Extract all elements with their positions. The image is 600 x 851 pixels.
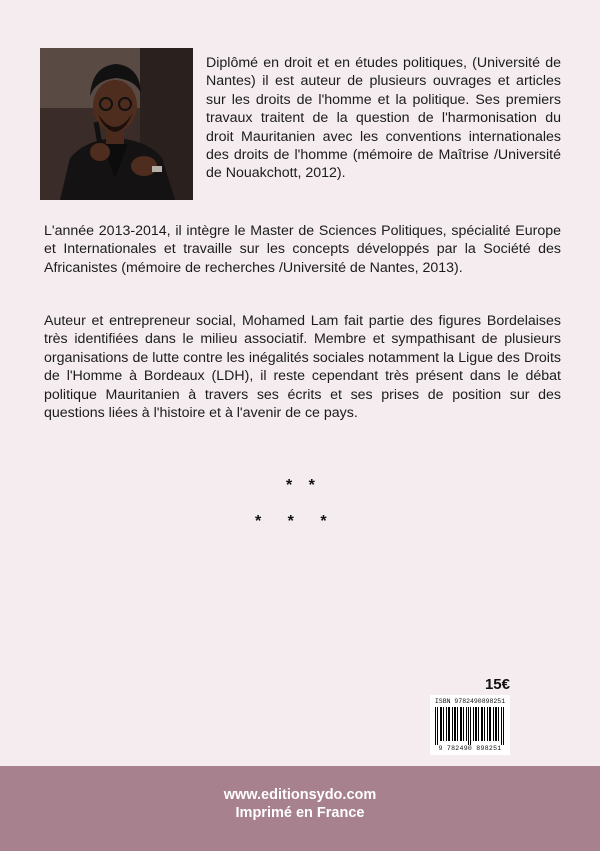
bio-paragraph-1: Diplômé en droit et en études politiques, (Université de Nantes) il est auteur de plusieurs ouvrages et articles sur les droits de l'homme et la politique. Ses premiers travaux traitent de la question de l'harmonisation du droit Mauritanien avec les conventions internationales des droits de l'homme (mémoire de Maîtrise /Université de Nouakchott, 2012). xyxy=(206,55,561,182)
bio-paragraph-3: Auteur et entrepreneur social, Mohamed Lam fait partie des figures Bordelaises très identifiées dans le milieu associatif. Membre et sympathisant de plusieurs organisations de lutte contre les inégalités sociales notamment la Ligue des Droits de l'Homme à Bordeaux (LDH), il reste cependant très présent dans le débat politique Mauritanien à travers ses écrits et ses prises de position sur des questions liées à l'histoire et à l'avenir de ce pays. xyxy=(44,313,561,422)
publisher-website-link[interactable]: www.editionsydo.com xyxy=(223,787,377,803)
ornament-stars-top: * * xyxy=(286,477,321,494)
isbn-digits: 9 782490 898251 xyxy=(438,745,502,752)
price-label: 15€ xyxy=(484,676,510,693)
printed-in-label: Imprimé en France xyxy=(235,805,365,821)
author-photo xyxy=(40,48,193,200)
isbn-label: ISBN 9782490898251 xyxy=(434,698,506,705)
bio-paragraph-2: L'année 2013-2014, il intègre le Master de Sciences Politiques, spécialité Europe et Internationales et travaille sur les concepts développés par la Société des Africanistes (mémoire de recherches /Université de Nantes, 2013). xyxy=(44,223,561,276)
barcode-bars-icon xyxy=(433,707,507,745)
footer-band xyxy=(0,766,600,851)
isbn-barcode xyxy=(430,695,510,755)
author-portrait-icon xyxy=(40,48,193,200)
ornament-stars-bottom: * * * xyxy=(255,513,327,530)
